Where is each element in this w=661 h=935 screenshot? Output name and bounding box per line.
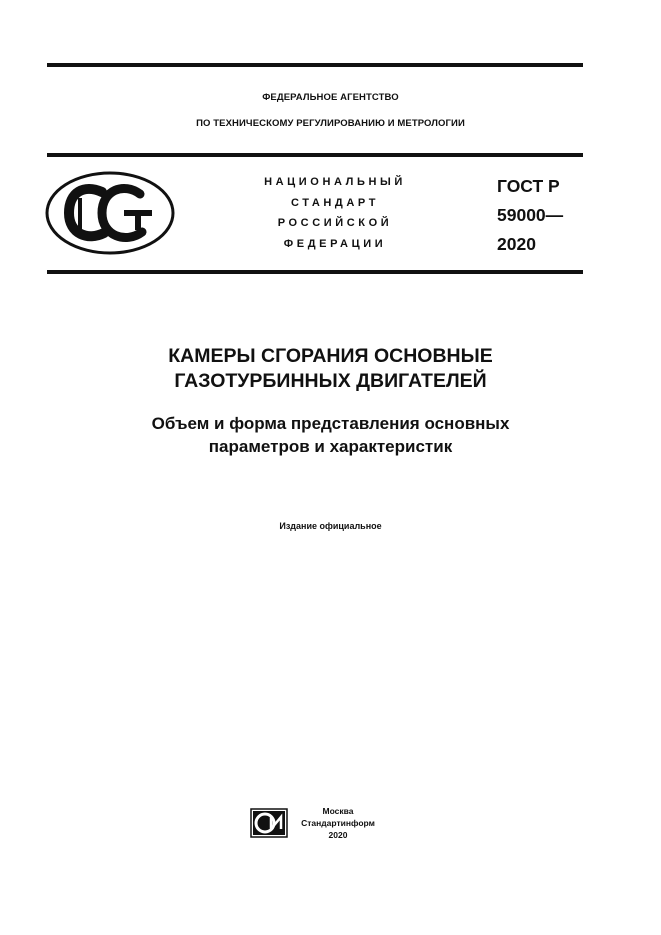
subtitle-line-1: Объем и форма представления основных xyxy=(151,414,510,433)
agency-line-2: ПО ТЕХНИЧЕСКОМУ РЕГУЛИРОВАНИЮ И МЕТРОЛОГИИ xyxy=(196,118,465,129)
top-rule xyxy=(47,63,583,67)
header-rule-lower xyxy=(47,270,583,274)
standard-code-line-2: 59000— xyxy=(497,205,564,225)
standard-type-line-4: ФЕДЕРАЦИИ xyxy=(283,237,387,250)
edition-label: Издание официальное xyxy=(279,521,382,531)
standard-type-line-2: СТАНДАРТ xyxy=(290,196,380,209)
agency-line-1: ФЕДЕРАЛЬНОЕ АГЕНТСТВО xyxy=(262,92,399,103)
publisher-name: Стандартинформ xyxy=(301,818,375,828)
publisher-city: Москва xyxy=(322,806,354,816)
document-title xyxy=(0,344,661,394)
standard-type-line-3: РОССИЙСКОЙ xyxy=(277,217,393,229)
title-line-1: КАМЕРЫ СГОРАНИЯ ОСНОВНЫЕ xyxy=(168,345,493,367)
title-line-2: ГАЗОТУРБИННЫХ ДВИГАТЕЛЕЙ xyxy=(174,370,487,392)
standartinform-logo-icon xyxy=(250,808,288,838)
subtitle-line-2: параметров и характеристик xyxy=(208,437,453,456)
header-rule-upper xyxy=(47,153,583,157)
publisher-year: 2020 xyxy=(328,830,348,840)
standard-type xyxy=(225,172,445,254)
standard-type-line-1: НАЦИОНАЛЬНЫЙ xyxy=(264,176,406,188)
document-subtitle xyxy=(0,412,661,458)
standard-code-line-3: 2020 xyxy=(497,234,536,254)
rst-gost-logo-icon xyxy=(44,170,176,256)
standard-code-line-1: ГОСТ Р xyxy=(497,176,560,196)
standard-code xyxy=(497,172,563,259)
publisher-block xyxy=(290,805,386,841)
